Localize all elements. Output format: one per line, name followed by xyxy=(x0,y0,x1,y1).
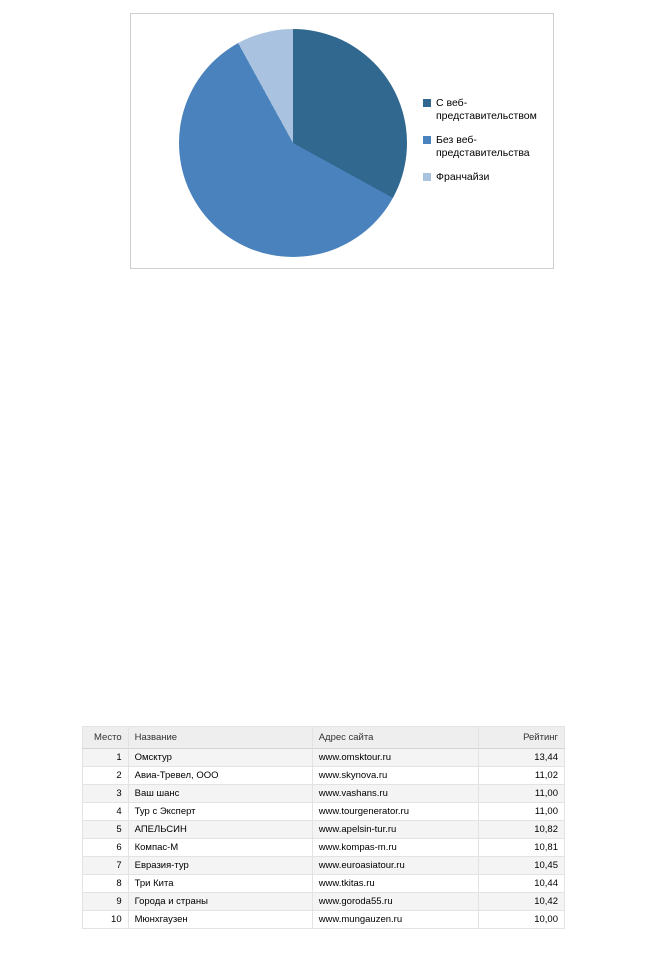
table-header xyxy=(83,727,565,749)
pie-chart-panel xyxy=(130,13,554,269)
cell-name: Три Кита xyxy=(128,875,312,893)
cell-site: www.tkitas.ru xyxy=(312,875,478,893)
cell-site: www.mungauzen.ru xyxy=(312,911,478,929)
cell-rating: 11,02 xyxy=(478,767,564,785)
column-header-rating: Рейтинг xyxy=(478,727,564,749)
table-row xyxy=(83,803,565,821)
cell-rating: 10,42 xyxy=(478,893,564,911)
cell-place: 3 xyxy=(83,785,129,803)
legend-swatch-icon-2 xyxy=(423,173,431,181)
cell-rating: 10,81 xyxy=(478,839,564,857)
cell-name: Евразия-тур xyxy=(128,857,312,875)
legend-swatch-icon-1 xyxy=(423,136,431,144)
cell-site: www.apelsin-tur.ru xyxy=(312,821,478,839)
cell-rating: 10,82 xyxy=(478,821,564,839)
cell-place: 10 xyxy=(83,911,129,929)
cell-rating: 10,45 xyxy=(478,857,564,875)
cell-name: Мюнхгаузен xyxy=(128,911,312,929)
cell-name: Тур с Эксперт xyxy=(128,803,312,821)
table-row xyxy=(83,749,565,767)
cell-site: www.vashans.ru xyxy=(312,785,478,803)
column-header-place: Место xyxy=(83,727,129,749)
cell-place: 7 xyxy=(83,857,129,875)
legend-label-1: Без веб- представительства xyxy=(436,134,530,159)
table-body xyxy=(83,749,565,929)
cell-site: www.omsktour.ru xyxy=(312,749,478,767)
table-row xyxy=(83,893,565,911)
cell-name: Авиа-Тревел, ООО xyxy=(128,767,312,785)
cell-site: www.kompas-m.ru xyxy=(312,839,478,857)
cell-name: АПЕЛЬСИН xyxy=(128,821,312,839)
cell-place: 2 xyxy=(83,767,129,785)
cell-rating: 13,44 xyxy=(478,749,564,767)
cell-place: 9 xyxy=(83,893,129,911)
legend-label-0: С веб- представительством xyxy=(436,97,537,122)
cell-name: Омсктур xyxy=(128,749,312,767)
cell-rating: 10,44 xyxy=(478,875,564,893)
cell-site: www.goroda55.ru xyxy=(312,893,478,911)
table-row xyxy=(83,857,565,875)
legend-label-2: Франчайзи xyxy=(436,171,490,183)
legend-item-1 xyxy=(423,134,549,160)
legend-item-0 xyxy=(423,97,549,123)
cell-rating: 11,00 xyxy=(478,785,564,803)
pie-chart xyxy=(179,29,407,257)
cell-rating: 10,00 xyxy=(478,911,564,929)
cell-place: 4 xyxy=(83,803,129,821)
table-row xyxy=(83,767,565,785)
cell-place: 5 xyxy=(83,821,129,839)
table-row xyxy=(83,911,565,929)
legend-item-2 xyxy=(423,171,549,184)
column-header-name: Название xyxy=(128,727,312,749)
pie-chart-plot-area xyxy=(179,29,407,257)
cell-place: 6 xyxy=(83,839,129,857)
chart-legend xyxy=(423,97,549,195)
ranking-table xyxy=(82,726,565,929)
table-header-row xyxy=(83,727,565,749)
legend-swatch-icon-0 xyxy=(423,99,431,107)
cell-site: www.skynova.ru xyxy=(312,767,478,785)
cell-name: Города и страны xyxy=(128,893,312,911)
cell-name: Компас-М xyxy=(128,839,312,857)
cell-rating: 11,00 xyxy=(478,803,564,821)
table-row xyxy=(83,785,565,803)
cell-place: 1 xyxy=(83,749,129,767)
cell-place: 8 xyxy=(83,875,129,893)
table-row xyxy=(83,821,565,839)
cell-site: www.tourgenerator.ru xyxy=(312,803,478,821)
column-header-site: Адрес сайта xyxy=(312,727,478,749)
table-row xyxy=(83,839,565,857)
cell-site: www.euroasiatour.ru xyxy=(312,857,478,875)
cell-name: Ваш шанс xyxy=(128,785,312,803)
table-row xyxy=(83,875,565,893)
